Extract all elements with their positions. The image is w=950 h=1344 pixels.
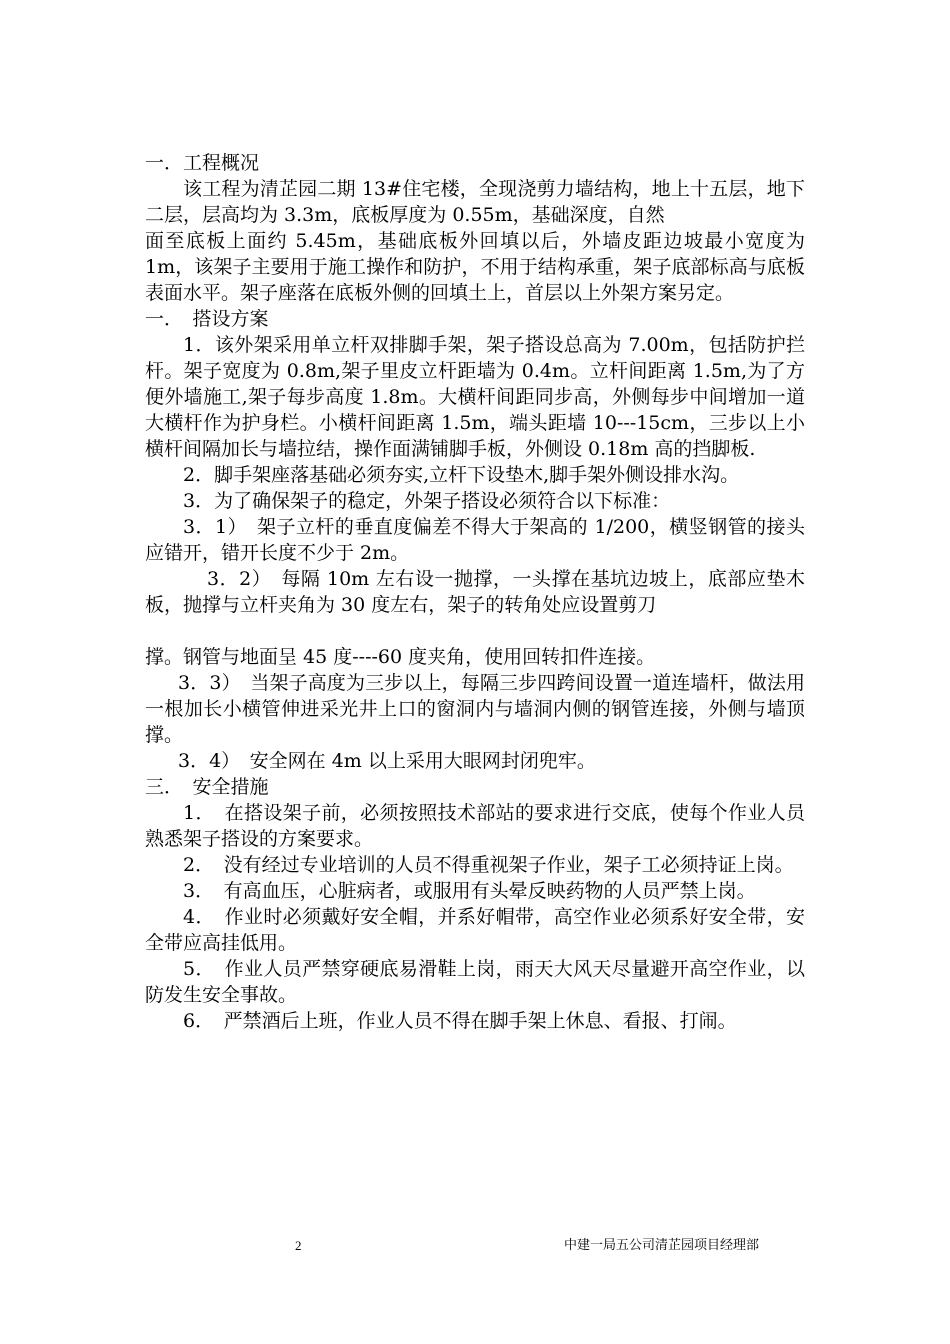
- document-body: [145, 150, 805, 1034]
- safety-item-5: 5． 作业人员严禁穿硬底易滑鞋上岗，雨天大风天尽量避开高空作业，以防发生安全事故。: [145, 958, 805, 1006]
- safety-item-1: 1． 在搭设架子前，必须按照技术部站的要求进行交底，使每个作业人员熟悉架子搭设的方案要求。: [145, 802, 805, 850]
- plan-item-3: 3．为了确保架子的稳定，外架子搭设必须符合以下标准：: [183, 490, 671, 512]
- plan-item-3-4: 3．4） 安全网在 4m 以上采用大眼网封闭兜牢。: [178, 750, 596, 772]
- section-title-erection-plan: 一． 搭设方案: [145, 308, 269, 330]
- safety-item-6: 6． 严禁酒后上班，作业人员不得在脚手架上休息、看报、打闹。: [183, 1010, 737, 1032]
- section-title-safety: 三． 安全措施: [145, 776, 269, 798]
- safety-item-2: 2． 没有经过专业培训的人员不得重视架子作业，架子工必须持证上岗。: [183, 854, 794, 876]
- plan-item-3-3: 3．3） 当架子高度为三步以上，每隔三步四跨间设置一道连墙杆，做法用一根加长小横管伸进采光井上口的窗洞内与墙洞内侧的钢管连接，外侧与墙顶撑。: [145, 672, 805, 746]
- overview-paragraph-1: 该工程为清芷园二期 13#住宅楼，全现浇剪力墙结构，地上十五层，地下二层，层高均为 3.3m，底板厚度为 0.55m，基础深度，自然: [145, 178, 805, 226]
- footer-organization: 中建一局五公司清芷园项目经理部: [564, 1238, 760, 1253]
- page-number: 2: [295, 1238, 302, 1253]
- section-title-overview: 一．工程概况: [145, 152, 260, 174]
- plan-item-3-2-continued: 撑。钢管与地面呈 45 度----60 度夹角，使用回转扣件连接。: [145, 646, 656, 668]
- overview-paragraph-2: 面至底板上面约 5.45m，基础底板外回填以后，外墙皮距边坡最小宽度为 1m，该架子主要用于施工操作和防护，不用于结构承重，架子底部标高与底板表面水平。架子座落在底板外侧的回填土上，首层以上外架方案另定。: [145, 230, 805, 304]
- plan-item-2: 2．脚手架座落基础必须夯实,立杆下设垫木,脚手架外侧设排水沟。: [183, 464, 740, 486]
- plan-item-3-1: 3．1） 架子立杆的垂直度偏差不得大于架高的 1/200，横竖钢管的接头应错开，错开长度不少于 2m。: [145, 516, 805, 564]
- safety-item-4: 4． 作业时必须戴好安全帽，并系好帽带，高空作业必须系好安全带，安全带应高挂低用。: [145, 906, 805, 954]
- plan-item-1: 1．该外架采用单立杆双排脚手架，架子搭设总高为 7.00m，包括防护拦杆。架子宽度为 0.8m,架子里皮立杆距墙为 0.4m。立杆间距离 1.5m,为了方便外墙施工,架子每步高度 1.8m。大横杆间距同步高，外侧每步中间增加一道大横杆作为护身栏。小横杆间距离 1.5m，端头距墙 10---15cm，三步以上小横杆间隔加长与墙拉结，操作面满铺脚手板，外侧设 0.18m 高的挡脚板.: [145, 334, 805, 460]
- safety-item-3: 3． 有高血压，心脏病者，或服用有头晕反映药物的人员严禁上岗。: [183, 880, 756, 902]
- plan-item-3-2: 3．2） 每隔 10m 左右设一抛撑，一头撑在基坑边坡上，底部应垫木板，抛撑与立杆夹角为 30 度左右，架子的转角处应设置剪刀: [145, 568, 805, 616]
